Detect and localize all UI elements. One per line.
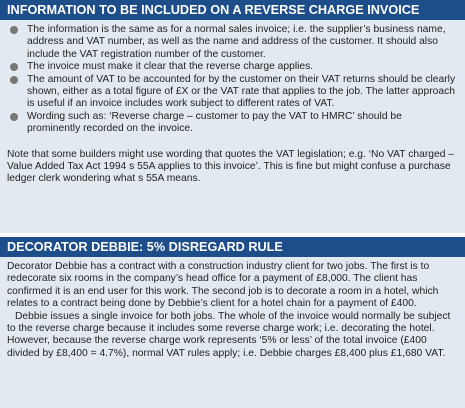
example-paragraph: Debbie issues a single invoice for both jobs. The whole of the invoice would normally be subject to the reverse charge because it includes some reverse charge work; i.e. decorating the hotel. However, because the reverse charge work represents ‘5% or less’ of the total invoice (£400 divided by £8,400 = 4.7%), normal VAT rules apply; i.e. Debbie charges £8,400 plus £1,680 VAT. xyxy=(7,310,451,359)
list-item xyxy=(7,74,457,111)
panel-heading: INFORMATION TO BE INCLUDED ON A REVERSE CHARGE INVOICE xyxy=(0,0,465,20)
list-item xyxy=(7,111,457,136)
legislation-note: Note that some builders might use wording that quotes the VAT legislation; e.g. ‘No VAT charged – Value Added Tax Act 1994 s 55A applies to this invoice’. This is fine but might confuse a purchase ledger clerk wondering what s 55A means. xyxy=(7,148,455,185)
bullet-icon xyxy=(10,76,18,84)
bullet-text: The information is the same as for a normal sales invoice; i.e. the supplier’s business name, address and VAT number, as well as the name and address of the customer. It should also include the VAT registration number of the customer. xyxy=(27,24,446,60)
example-paragraph: Decorator Debbie has a contract with a construction industry client for two jobs. The first is to redecorate six rooms in the company’s head office for a payment of £8,000. The client has confirmed it is an end user for this work. The second job is to decorate a room in a hotel, which relates to a contract being done by Debbie’s client for a hotel chain for a payment of £400. xyxy=(7,261,439,310)
bullet-text: The invoice must make it clear that the reverse charge applies. xyxy=(27,61,314,73)
panel-content xyxy=(0,20,465,186)
bullet-icon xyxy=(10,113,18,121)
bullet-text: Wording such as: ‘Reverse charge – customer to pay the VAT to HMRC’ should be prominently recorded on the invoice. xyxy=(27,110,402,135)
bullet-text: The amount of VAT to be accounted for by the customer on their VAT returns should be clearly shown, either as a total figure of £X or the VAT rate that applies to the job. The latter approach is useful if an invoice includes work subject to different rates of VAT. xyxy=(27,73,456,110)
panel-heading: DECORATOR DEBBIE: 5% DISREGARD RULE xyxy=(0,237,465,257)
list-item xyxy=(7,61,457,73)
bullet-icon xyxy=(10,63,18,71)
bullet-list xyxy=(7,24,457,136)
list-item xyxy=(7,24,457,61)
decorator-debbie-panel xyxy=(0,237,465,408)
bullet-icon xyxy=(10,26,18,34)
panel-content xyxy=(0,257,465,360)
